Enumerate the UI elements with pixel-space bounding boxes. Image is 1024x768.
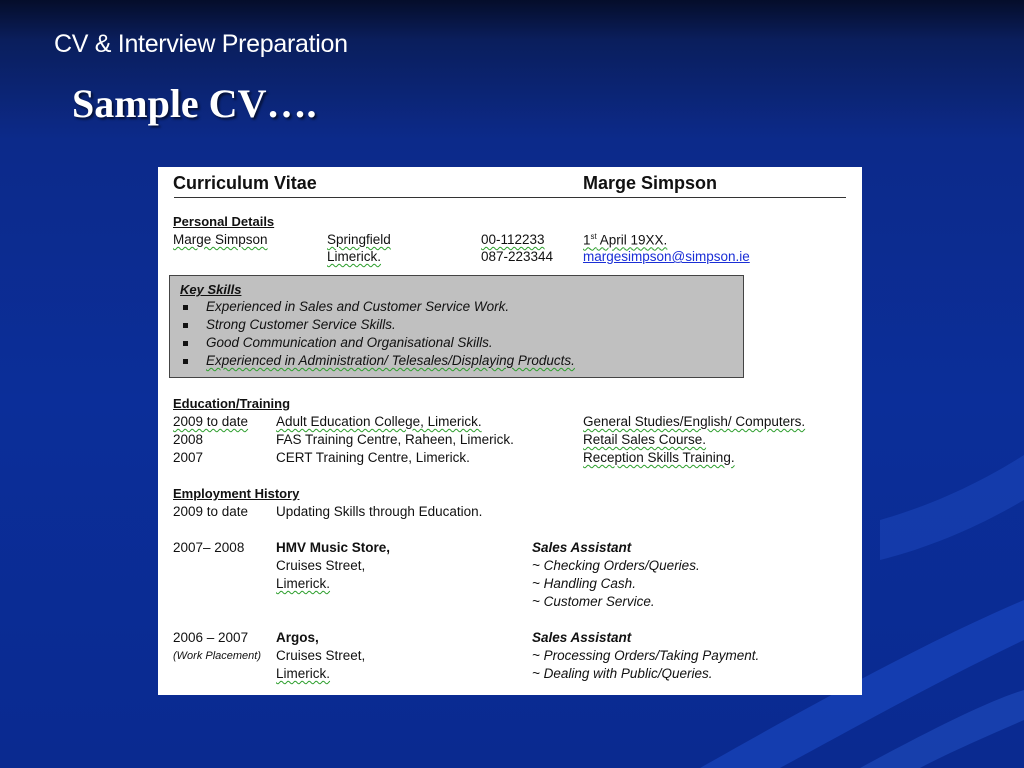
bullet-icon (183, 323, 188, 328)
personal-details-heading: Personal Details (173, 214, 275, 229)
heading-rule (174, 197, 846, 198)
job-date: 2007– 2008 (173, 540, 245, 555)
job-role: Sales Assistant (532, 630, 632, 645)
job-duty: ~ Customer Service. (532, 594, 655, 609)
education-place: FAS Training Centre, Raheen, Limerick. (276, 432, 514, 447)
key-skill-item: Good Communication and Organisational Skills. (206, 335, 493, 350)
education-date: 2008 (173, 432, 204, 447)
education-date: 2009 to date (173, 414, 249, 429)
education-course: Retail Sales Course. (583, 432, 707, 447)
job-address-1: Cruises Street, (276, 558, 366, 573)
cv-heading: Curriculum Vitae (173, 173, 317, 193)
job-address-1: Cruises Street, (276, 648, 366, 663)
job-duty: ~ Processing Orders/Taking Payment. (532, 648, 760, 663)
employment-current-text: Updating Skills through Education. (276, 504, 483, 519)
key-skill-item: Strong Customer Service Skills. (206, 317, 396, 332)
date-of-birth: 1st April 19XX. (583, 232, 668, 248)
cv-document (158, 167, 862, 695)
key-skill-item: Experienced in Administration/ Telesales/Displaying Products. (206, 353, 575, 368)
job-address-2: Limerick. (276, 576, 331, 591)
employment-current-date: 2009 to date (173, 504, 249, 519)
job-employer: Argos, (276, 630, 319, 645)
phone-1: 00-112233 (481, 232, 545, 247)
key-skills-heading: Key Skills (180, 282, 242, 297)
education-course: Reception Skills Training. (583, 450, 735, 465)
personal-name: Marge Simpson (173, 232, 268, 247)
job-duty: ~ Handling Cash. (532, 576, 636, 591)
bullet-icon (183, 341, 188, 346)
slide-title: Sample CV…. (72, 81, 317, 126)
phone-2: 087-223344 (481, 249, 554, 264)
education-place: CERT Training Centre, Limerick. (276, 450, 470, 465)
employment-heading: Employment History (173, 486, 300, 501)
key-skill-item: Experienced in Sales and Customer Service Work. (206, 299, 510, 314)
job-date: 2006 – 2007 (173, 630, 249, 645)
job-duty: ~ Checking Orders/Queries. (532, 558, 700, 573)
address-line-1: Springfield (327, 232, 391, 247)
key-skills-box (169, 275, 744, 378)
bullet-icon (183, 305, 188, 310)
education-place: Adult Education College, Limerick. (276, 414, 482, 429)
job-role: Sales Assistant (532, 540, 632, 555)
email-link[interactable]: margesimpson@simpson.ie (583, 249, 750, 264)
job-address-2: Limerick. (276, 666, 331, 681)
job-note: (Work Placement) (173, 650, 262, 662)
job-duty: ~ Dealing with Public/Queries. (532, 666, 713, 681)
education-course: General Studies/English/ Computers. (583, 414, 806, 429)
cv-name-heading: Marge Simpson (583, 173, 718, 193)
bullet-icon (183, 359, 188, 364)
address-line-2: Limerick. (327, 249, 382, 264)
education-date: 2007 (173, 450, 204, 465)
job-employer: HMV Music Store, (276, 540, 391, 555)
education-heading: Education/Training (173, 396, 291, 411)
presentation-header-title: CV & Interview Preparation (54, 30, 348, 58)
